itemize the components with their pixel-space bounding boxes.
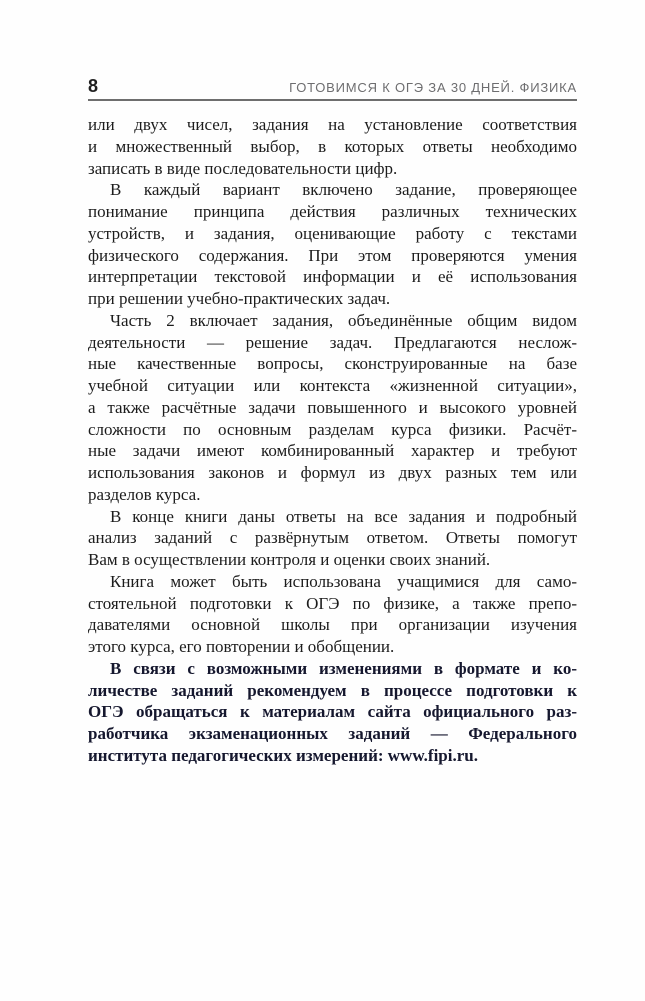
page-header (88, 77, 577, 95)
text-line: учебной ситуации или контекста «жизненной ситуации», (88, 376, 577, 395)
text-line: В конце книги даны ответы на все задания и подробный (110, 506, 577, 526)
paragraph (88, 179, 577, 310)
text-line: интерпретации текстовой информации и её использования (88, 267, 577, 287)
text-line: и множественный выбор, в которых ответы необходимо (88, 136, 577, 156)
text-line: В связи с возможными изменениями в формате и ко- (110, 658, 577, 678)
text-line: понимание принципа действия различных технических (88, 202, 577, 221)
text-line: Вам в осуществлении контроля и оценки своих знаний. (88, 550, 491, 569)
text-line: а также расчётные задачи повышенного и высокого уровней (88, 397, 577, 417)
text-line: давателями основной школы при организации изучения (88, 615, 577, 635)
text-line: использования законов и формул из двух разных тем или (88, 463, 577, 482)
text-line: В каждый вариант включено задание, проверяющее (110, 180, 577, 200)
text-line: анализ заданий с развёрнутым ответом. Ответы помогут (88, 528, 577, 548)
paragraph (88, 658, 577, 767)
text-line: физического содержания. При этом проверяются умения (88, 245, 577, 265)
paragraph (88, 114, 577, 179)
text-line: деятельности — решение задач. Предлагаются неслож- (88, 332, 577, 352)
header-rule (88, 99, 577, 101)
paragraph (88, 571, 577, 658)
text-line: этого курса, его повторении и обобщении. (88, 637, 395, 656)
text-line: при решении учебно-практических задач. (88, 289, 391, 308)
paragraph (88, 506, 577, 571)
text-line: устройств, и задания, оценивающие работу с текстами (88, 223, 577, 243)
page-body (88, 114, 577, 767)
text-line: или двух чисел, задания на установление соответствия (88, 115, 577, 134)
text-line: стоятельной подготовки к ОГЭ по физике, а также препо- (88, 593, 577, 613)
text-line: Книга может быть использована учащимися для само- (110, 571, 577, 591)
text-line: Часть 2 включает задания, объединённые общим видом (110, 310, 577, 330)
text-line: личестве заданий рекомендуем в процессе подготовки к (88, 680, 577, 700)
text-line: записать в виде последовательности цифр. (88, 158, 398, 178)
text-line: разделов курса. (88, 484, 201, 504)
text-line: ные качественные вопросы, сконструированные на базе (88, 354, 577, 374)
paragraph (88, 310, 577, 506)
text-line: ОГЭ обращаться к материалам сайта официального раз- (88, 702, 577, 722)
page-number: 8 (88, 76, 99, 96)
running-title: ГОТОВИМСЯ К ОГЭ ЗА 30 ДНЕЙ. ФИЗИКА (289, 80, 577, 95)
text-line: работчика экзаменационных заданий — Федерального (88, 724, 577, 743)
text-line: сложности по основным разделам курса физики. Расчёт- (88, 419, 577, 439)
text-line: ные задачи имеют комбинированный характер и требуют (88, 441, 577, 461)
text-line: института педагогических измерений: www.fipi.ru. (88, 745, 478, 765)
